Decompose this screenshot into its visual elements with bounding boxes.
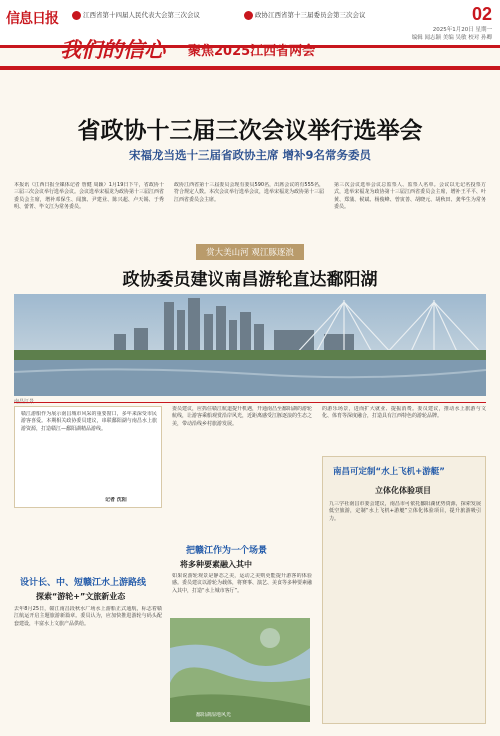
mid-subhead-b: 将多种要素融入其中 xyxy=(180,560,252,569)
banner-script: 我们的信心 xyxy=(60,37,165,62)
divider xyxy=(0,66,500,70)
lead-byline: 记者 沈阳 xyxy=(105,497,127,503)
city-river-photo xyxy=(14,294,486,396)
section-banner xyxy=(60,34,390,62)
newspaper-logo: 信息日报 xyxy=(6,11,58,27)
right-subhead-2: 立体化体验项目 xyxy=(375,486,431,495)
lead-box xyxy=(14,406,162,508)
main-headline: 省政协十三届三次会议举行选举会 xyxy=(77,117,423,144)
main-col-1: 本报讯（江西日报全媒体记者 詹健 周颖）1月19日下午，省政协十三届三次会议举行选举会议。会议选举宋福龙为政协第十三届江西省委员会主席，增补邓保生、闻旗、尹建业、陈兴超、卢天锡、于秀明、蕾菁、毕文江为常务委员。 xyxy=(14,182,164,210)
section-rule xyxy=(14,402,486,403)
mid-body: 如果说游轮观景是静态之美，运动之美则更能提升游客的体验感。委员建议以游轮为载体，将赛事、演艺、美食等多种要素融入其中，打造“水上城市客厅”。 xyxy=(172,573,312,594)
date-text: 2025年1月20日 星期一 xyxy=(432,27,492,33)
emblem-icon xyxy=(72,11,81,20)
mid-body-top: 委员建议，应抓住赣江航道提升机遇，开通南昌至鄱阳湖的游轮航线，让游客乘船观赏沿岸风光，近距离感受江豚逐浪的生态之美，带动沿线乡村旅游发展。 xyxy=(172,406,312,427)
left-subhead: 设计长、中、短赣江水上游路线 xyxy=(20,578,147,588)
right-body-2: 九三学社南昌市委会建议，南昌市可依托鄱阳湖优势资源，探索发展低空旅游，定制“水上飞机+游艇”立体化体验项目，提升旅游吸引力。 xyxy=(329,501,481,522)
right-box xyxy=(322,456,486,724)
lead-text: 赣江游船作为展示南昌城市风采的重要窗口，多年来深受市民游客喜爱。本期相关政协委员建议，串联鄱阳湖与南昌水上旅游资源，打造赣江—鄱阳湖精品游线。 xyxy=(21,411,157,432)
page-number: 02 xyxy=(471,4,492,24)
feature-headline: 政协委员建议南昌游轮直达鄱阳湖 xyxy=(122,270,378,290)
feature-kicker xyxy=(0,244,500,260)
left-subhead-2: 探索“游轮+”文旅新业态 xyxy=(36,592,126,601)
notice-npc xyxy=(72,10,200,20)
notice-npc-text: 江西省第十四届人民代表大会第三次会议 xyxy=(83,11,200,19)
notice-cppcc-text: 政协江西省第十三届委员会第三次会议 xyxy=(255,11,366,19)
main-col-2: 政协江西省第十三届委员会现有委员590名，出席会议的有555名，符合规定人数。本次会议举行选举会议，选举宋福龙为政协第十三届江西省委员会主席。 xyxy=(174,182,324,203)
banner-focus: 聚焦2025江西省两会 xyxy=(188,44,316,59)
feature-kicker-text: 赏大美山河 观江豚逐浪 xyxy=(196,244,304,260)
left-body: 去年8月25日，赣江南昌段秋水广场水上游船正式通航，标志着赣江航运开启主题旅游新篇章。委员认为，应加快推进游轮与码头配套建设，丰富水上文旅产品供给。 xyxy=(14,606,162,627)
notice-cppcc xyxy=(244,10,366,20)
wetland-photo xyxy=(170,618,310,722)
main-col-3: 第三次会议选举会议总监票人、监票人名单。会议以无记名投票方式，选举宋福龙为政协第十三届江西省委员会主席，增补王平平、叶黄、郑蒲、候斌、杨俊峰、曾寅善、胡晓元、胡秋田、龚华生为常务委员。 xyxy=(334,182,486,210)
editor-text: 编辑 闻志颖 美编 吴敏 校对 孙卿 xyxy=(411,35,492,41)
emblem-icon xyxy=(244,11,253,20)
main-subheadline: 宋福龙当选十三届省政协主席 增补9名常务委员 xyxy=(128,148,371,162)
date-line xyxy=(412,26,492,42)
mid-subhead-a: 把赣江作为一个场景 xyxy=(186,546,268,556)
right-body: 的游乐场景，进而扩大就业、提振消费。委员建议，推动水上旅游与文化、体育等深度融合，打造具有江西特色的游轮品牌。 xyxy=(322,406,486,420)
wetland-caption: 鄱阳湖湿地风光 xyxy=(196,712,232,718)
right-subhead: 南昌可定制“水上飞机+游艇” xyxy=(333,467,445,477)
